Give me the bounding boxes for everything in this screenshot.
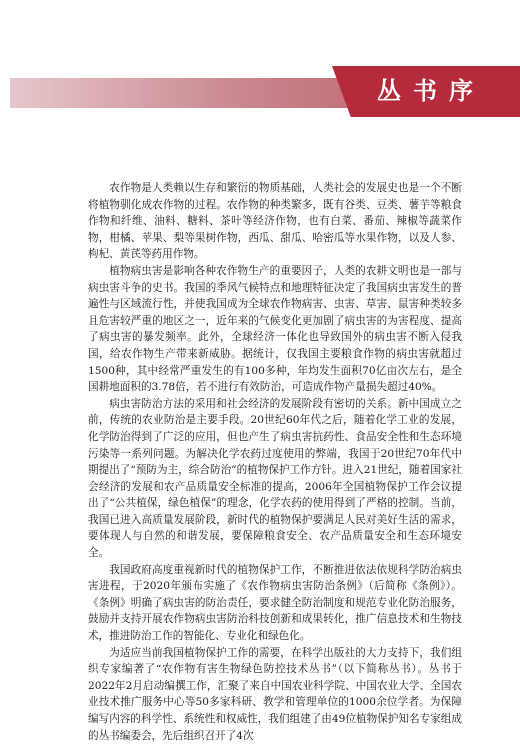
paragraph: 为适应当前我国植物保护工作的需要，在科学出版社的大力支持下，我们组织专家编著了“农作物有害生物绿色防控技术丛书”（以下简称丛书）。丛书于2022年2月启动编撰工作，汇聚了来自中国农业科学院、中国农业大学、全国农业技术推广服务中心等50多家科研、教学和管理单位的1000余位学者。为保障编写内容的科学性、系统性和权威性，我们组建了由49位植物保护知名专家组成的丛书编委会，先后组织召开了4次 [88,646,462,742]
paragraph: 病虫害防治方法的采用和社会经济的发展阶段有密切的关系。新中国成立之前，传统的农业防治是主要手段。20世纪60年代之后，随着化学工业的发展，化学防治得到了广泛的应用，但也产生了病虫害抗药性、食品安全性和生态环境污染等一系列问题。为解决化学农药过度使用的弊端，我国于20世纪70年代中期提出了“预防为主，综合防治”的植物保护工作方针。进入21世纪，随着国家社会经济的发展和农产品质量安全标准的提高，2006年全国植物保护工作会议提出了“公共植保，绿色植保”的理念，化学农药的使用得到了严格的控制。当前，我国已进入高质量发展阶段，新时代的植物保护要满足人民对美好生活的需求，要体现人与自然的和谐发展，要保障粮食安全、农产品质量安全和生态环境安全。 [88,397,462,560]
paragraph: 植物病虫害是影响各种农作物生产的重要因子，人类的农耕文明也是一部与病虫害斗争的史书。我国的季风气候特点和地理特征决定了我国病虫害发生的普遍性与区域流行性，并使我国成为全球农作物病害、虫害、草害、鼠害种类较多且危害较严重的地区之一，近年来的气候变化更加剧了病虫害的为害程度、提高了病虫害的暴发频率。此外，全球经济一体化也导致国外的病虫害不断入侵我国，给农作物生产带来新威胁。据统计，仅我国主要粮食作物的病虫害就超过1500种，其中经常严重发生的有100多种，年均发生面积70亿亩次左右，是全国耕地面积的3.78倍，若不进行有效防治，可造成作物产量损失超过40%。 [88,264,462,394]
body-text [88,180,462,744]
page-title: 丛书序 [377,77,485,105]
paragraph: 农作物是人类赖以生存和繁衍的物质基础，人类社会的发展史也是一个不断将植物驯化成农作物的过程。农作物的种类繁多，既有谷类、豆类、薯芋等粮食作物和纤维、油料、糖料、茶叶等经济作物，也有白菜、番茄、辣椒等蔬菜作物，柑橘、苹果、梨等果树作物，西瓜、甜瓜、哈密瓜等水果作物，以及人参、枸杞、黄芪等药用作物。 [88,182,462,261]
paragraph: 我国政府高度重视新时代的植物保护工作，不断推进依法依规科学防治病虫害进程，于2020年颁布实施了《农作物病虫害防治条例》（后简称《条例》）。《条例》明确了病虫害的防治责任，要求健全防治制度和规范专业化防治服务，鼓励并支持开展农作物病虫害防治科技创新和成果转化，推广信息技术和生物技术，推进防治工作的智能化、专业化和绿色化。 [88,563,462,643]
